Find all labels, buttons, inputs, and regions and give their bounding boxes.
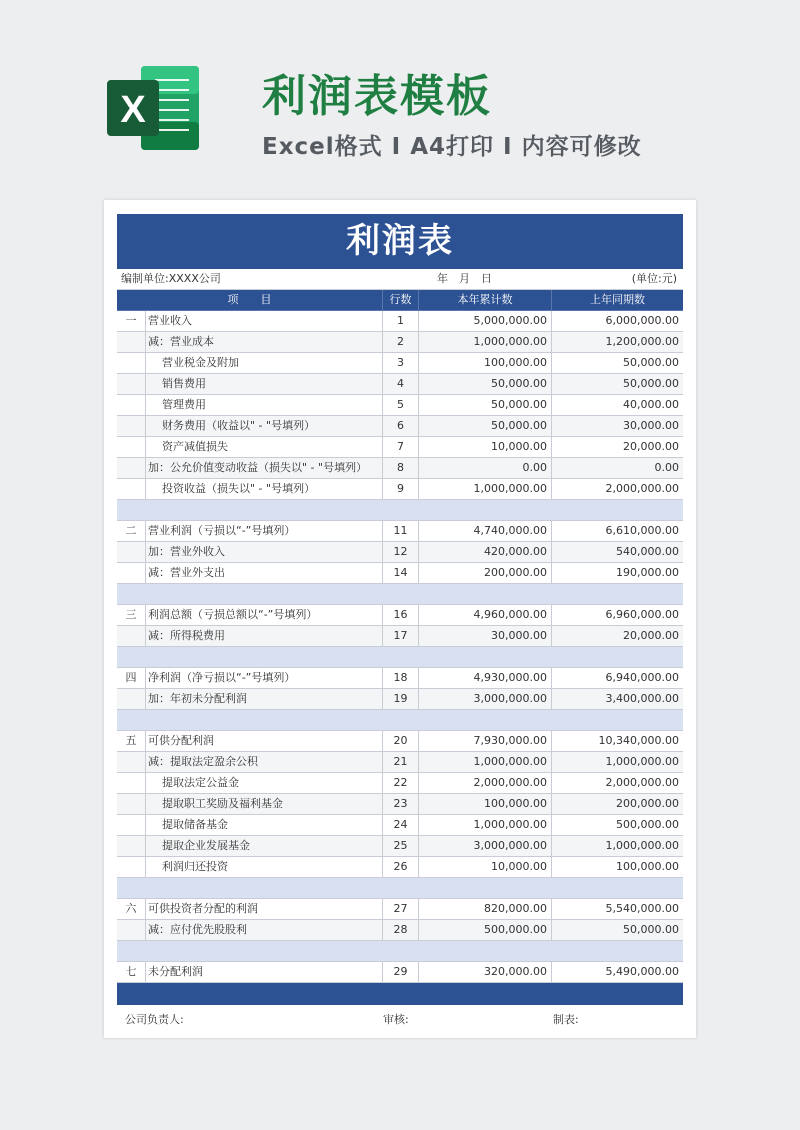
cell-item-name[interactable]: 减：所得税费用 <box>146 626 383 647</box>
section-spacer-row <box>117 710 683 731</box>
cell-section-index[interactable] <box>117 542 146 563</box>
cell-row-number[interactable]: 12 <box>383 542 419 563</box>
cell-previous-amount[interactable]: 2,000,000.00 <box>552 479 683 500</box>
cell-previous-amount[interactable]: 6,000,000.00 <box>552 311 683 332</box>
cell-section-index[interactable] <box>117 794 146 815</box>
section-spacer-row <box>117 941 683 962</box>
cell-row-number[interactable]: 7 <box>383 437 419 458</box>
cell-previous-amount[interactable]: 500,000.00 <box>552 815 683 836</box>
cell-section-index[interactable]: 六 <box>117 899 146 920</box>
cell-section-index[interactable]: 二 <box>117 521 146 542</box>
cell-item-name[interactable]: 利润归还投资 <box>146 857 383 878</box>
cell-current-amount[interactable]: 1,000,000.00 <box>419 752 552 773</box>
column-header-previous[interactable]: 上年同期数 <box>552 290 683 311</box>
cell-item-name[interactable]: 提取法定公益金 <box>146 773 383 794</box>
cell-row-number[interactable]: 17 <box>383 626 419 647</box>
manager-signature-label: 公司负责人: <box>125 1013 184 1026</box>
cell-previous-amount[interactable]: 6,610,000.00 <box>552 521 683 542</box>
cell-previous-amount[interactable]: 1,000,000.00 <box>552 752 683 773</box>
cell-previous-amount[interactable]: 190,000.00 <box>552 563 683 584</box>
cell-row-number[interactable]: 16 <box>383 605 419 626</box>
cell-section-index[interactable] <box>117 437 146 458</box>
cell-row-number[interactable]: 27 <box>383 899 419 920</box>
signature-row <box>117 1005 683 1035</box>
cell-previous-amount[interactable]: 5,490,000.00 <box>552 962 683 983</box>
cell-section-index[interactable]: 四 <box>117 668 146 689</box>
cell-current-amount[interactable]: 50,000.00 <box>419 395 552 416</box>
cell-current-amount[interactable]: 1,000,000.00 <box>419 815 552 836</box>
cell-current-amount[interactable]: 50,000.00 <box>419 416 552 437</box>
cell-item-name[interactable]: 可供投资者分配的利润 <box>146 899 383 920</box>
cell-previous-amount[interactable]: 0.00 <box>552 458 683 479</box>
cell-item-name[interactable]: 减：营业外支出 <box>146 563 383 584</box>
cell-current-amount[interactable]: 820,000.00 <box>419 899 552 920</box>
cell-current-amount[interactable]: 3,000,000.00 <box>419 836 552 857</box>
cell-item-name[interactable]: 利润总额（亏损总额以“-”号填列） <box>146 605 383 626</box>
cell-current-amount[interactable]: 4,960,000.00 <box>419 605 552 626</box>
cell-row-number[interactable]: 25 <box>383 836 419 857</box>
cell-row-number[interactable]: 24 <box>383 815 419 836</box>
section-spacer-row <box>117 878 683 899</box>
cell-previous-amount[interactable]: 40,000.00 <box>552 395 683 416</box>
cell-item-name[interactable]: 未分配利润 <box>146 962 383 983</box>
cell-item-name[interactable]: 加：年初未分配利润 <box>146 689 383 710</box>
cell-previous-amount[interactable]: 50,000.00 <box>552 920 683 941</box>
cell-section-index[interactable] <box>117 416 146 437</box>
cell-current-amount[interactable]: 7,930,000.00 <box>419 731 552 752</box>
cell-item-name[interactable]: 管理费用 <box>146 395 383 416</box>
cell-previous-amount[interactable]: 10,340,000.00 <box>552 731 683 752</box>
cell-row-number[interactable]: 9 <box>383 479 419 500</box>
cell-row-number[interactable]: 18 <box>383 668 419 689</box>
cell-item-name[interactable]: 营业税金及附加 <box>146 353 383 374</box>
excel-logo-icon <box>103 58 203 158</box>
cell-previous-amount[interactable]: 5,540,000.00 <box>552 899 683 920</box>
cell-current-amount[interactable]: 320,000.00 <box>419 962 552 983</box>
cell-item-name[interactable]: 投资收益（损失以" - "号填列） <box>146 479 383 500</box>
cell-current-amount[interactable]: 100,000.00 <box>419 794 552 815</box>
cell-previous-amount[interactable]: 3,400,000.00 <box>552 689 683 710</box>
cell-section-index[interactable]: 七 <box>117 962 146 983</box>
cell-section-index[interactable] <box>117 353 146 374</box>
cell-row-number[interactable]: 2 <box>383 332 419 353</box>
cell-section-index[interactable] <box>117 836 146 857</box>
cell-previous-amount[interactable]: 50,000.00 <box>552 353 683 374</box>
cell-item-name[interactable]: 可供分配利润 <box>146 731 383 752</box>
cell-item-name[interactable]: 净利润（净亏损以“-”号填列） <box>146 668 383 689</box>
preparer-signature-label: 制表: <box>553 1013 579 1026</box>
cell-previous-amount[interactable]: 30,000.00 <box>552 416 683 437</box>
cell-section-index[interactable] <box>117 332 146 353</box>
cell-section-index[interactable] <box>117 920 146 941</box>
cell-row-number[interactable]: 23 <box>383 794 419 815</box>
cell-previous-amount[interactable]: 6,960,000.00 <box>552 605 683 626</box>
cell-previous-amount[interactable]: 540,000.00 <box>552 542 683 563</box>
cell-section-index[interactable]: 五 <box>117 731 146 752</box>
cell-section-index[interactable] <box>117 458 146 479</box>
cell-current-amount[interactable]: 100,000.00 <box>419 353 552 374</box>
cell-item-name[interactable]: 减：应付优先股股利 <box>146 920 383 941</box>
column-header-row-no[interactable]: 行数 <box>383 290 419 311</box>
cell-item-name[interactable]: 减：提取法定盈余公积 <box>146 752 383 773</box>
cell-section-index[interactable] <box>117 563 146 584</box>
cell-previous-amount[interactable]: 1,200,000.00 <box>552 332 683 353</box>
cell-row-number[interactable]: 20 <box>383 731 419 752</box>
compiler-label: 编制单位:XXXX公司 <box>121 272 221 285</box>
cell-section-index[interactable] <box>117 626 146 647</box>
cell-row-number[interactable]: 14 <box>383 563 419 584</box>
cell-row-number[interactable]: 21 <box>383 752 419 773</box>
cell-row-number[interactable]: 4 <box>383 374 419 395</box>
cell-section-index[interactable]: 三 <box>117 605 146 626</box>
cell-current-amount[interactable]: 50,000.00 <box>419 374 552 395</box>
cell-row-number[interactable]: 8 <box>383 458 419 479</box>
cell-current-amount[interactable]: 200,000.00 <box>419 563 552 584</box>
cell-section-index[interactable] <box>117 815 146 836</box>
cell-row-number[interactable]: 3 <box>383 353 419 374</box>
cell-row-number[interactable]: 28 <box>383 920 419 941</box>
cell-row-number[interactable]: 6 <box>383 416 419 437</box>
cell-section-index[interactable] <box>117 773 146 794</box>
cell-previous-amount[interactable]: 20,000.00 <box>552 626 683 647</box>
cell-item-name[interactable]: 提取企业发展基金 <box>146 836 383 857</box>
table-footer-bar <box>117 983 683 1005</box>
cell-previous-amount[interactable]: 20,000.00 <box>552 437 683 458</box>
cell-previous-amount[interactable]: 6,940,000.00 <box>552 668 683 689</box>
income-statement-table <box>117 214 683 1035</box>
unit-label: (单位:元) <box>631 272 677 285</box>
cell-current-amount[interactable]: 10,000.00 <box>419 437 552 458</box>
table-grid <box>117 290 683 983</box>
header <box>0 0 800 200</box>
column-header-item[interactable]: 项 目 <box>117 290 383 311</box>
sheet-title: 利润表 <box>117 214 683 269</box>
cell-current-amount[interactable]: 1,000,000.00 <box>419 332 552 353</box>
cell-current-amount[interactable]: 1,000,000.00 <box>419 479 552 500</box>
cell-current-amount[interactable]: 10,000.00 <box>419 857 552 878</box>
page-subtitle: Excel格式 I A4打印 I 内容可修改 <box>262 134 642 160</box>
reviewer-signature-label: 审核: <box>383 1013 409 1026</box>
section-spacer-row <box>117 647 683 668</box>
cell-current-amount[interactable]: 2,000,000.00 <box>419 773 552 794</box>
cell-section-index[interactable] <box>117 857 146 878</box>
cell-current-amount[interactable]: 4,930,000.00 <box>419 668 552 689</box>
cell-current-amount[interactable]: 500,000.00 <box>419 920 552 941</box>
cell-current-amount[interactable]: 5,000,000.00 <box>419 311 552 332</box>
cell-section-index[interactable] <box>117 374 146 395</box>
cell-row-number[interactable]: 29 <box>383 962 419 983</box>
cell-item-name[interactable]: 营业利润（亏损以“-”号填列） <box>146 521 383 542</box>
cell-item-name[interactable]: 提取储备基金 <box>146 815 383 836</box>
cell-previous-amount[interactable]: 1,000,000.00 <box>552 836 683 857</box>
cell-current-amount[interactable]: 3,000,000.00 <box>419 689 552 710</box>
cell-item-name[interactable]: 营业收入 <box>146 311 383 332</box>
cell-item-name[interactable]: 减：营业成本 <box>146 332 383 353</box>
meta-row <box>117 269 683 290</box>
cell-section-index[interactable] <box>117 395 146 416</box>
cell-row-number[interactable]: 5 <box>383 395 419 416</box>
section-spacer-row <box>117 500 683 521</box>
cell-row-number[interactable]: 11 <box>383 521 419 542</box>
cell-current-amount[interactable]: 4,740,000.00 <box>419 521 552 542</box>
cell-previous-amount[interactable]: 50,000.00 <box>552 374 683 395</box>
cell-row-number[interactable]: 1 <box>383 311 419 332</box>
cell-previous-amount[interactable]: 2,000,000.00 <box>552 773 683 794</box>
cell-section-index[interactable] <box>117 479 146 500</box>
cell-current-amount[interactable]: 0.00 <box>419 458 552 479</box>
cell-row-number[interactable]: 22 <box>383 773 419 794</box>
page-title: 利润表模板 <box>262 71 492 122</box>
cell-previous-amount[interactable]: 200,000.00 <box>552 794 683 815</box>
excel-logo-letter: X <box>120 89 146 131</box>
cell-item-name[interactable]: 资产减值损失 <box>146 437 383 458</box>
cell-section-index[interactable] <box>117 689 146 710</box>
cell-item-name[interactable]: 财务费用（收益以" - "号填列） <box>146 416 383 437</box>
cell-current-amount[interactable]: 30,000.00 <box>419 626 552 647</box>
cell-row-number[interactable]: 19 <box>383 689 419 710</box>
cell-item-name[interactable]: 销售费用 <box>146 374 383 395</box>
cell-section-index[interactable]: 一 <box>117 311 146 332</box>
spreadsheet-sheet <box>104 200 696 1038</box>
cell-item-name[interactable]: 加：营业外收入 <box>146 542 383 563</box>
cell-row-number[interactable]: 26 <box>383 857 419 878</box>
cell-item-name[interactable]: 提取职工奖励及福利基金 <box>146 794 383 815</box>
column-header-current[interactable]: 本年累计数 <box>419 290 552 311</box>
date-label: 年 月 日 <box>437 272 492 285</box>
cell-current-amount[interactable]: 420,000.00 <box>419 542 552 563</box>
section-spacer-row <box>117 584 683 605</box>
cell-item-name[interactable]: 加：公允价值变动收益（损失以" - "号填列） <box>146 458 383 479</box>
cell-previous-amount[interactable]: 100,000.00 <box>552 857 683 878</box>
cell-section-index[interactable] <box>117 752 146 773</box>
